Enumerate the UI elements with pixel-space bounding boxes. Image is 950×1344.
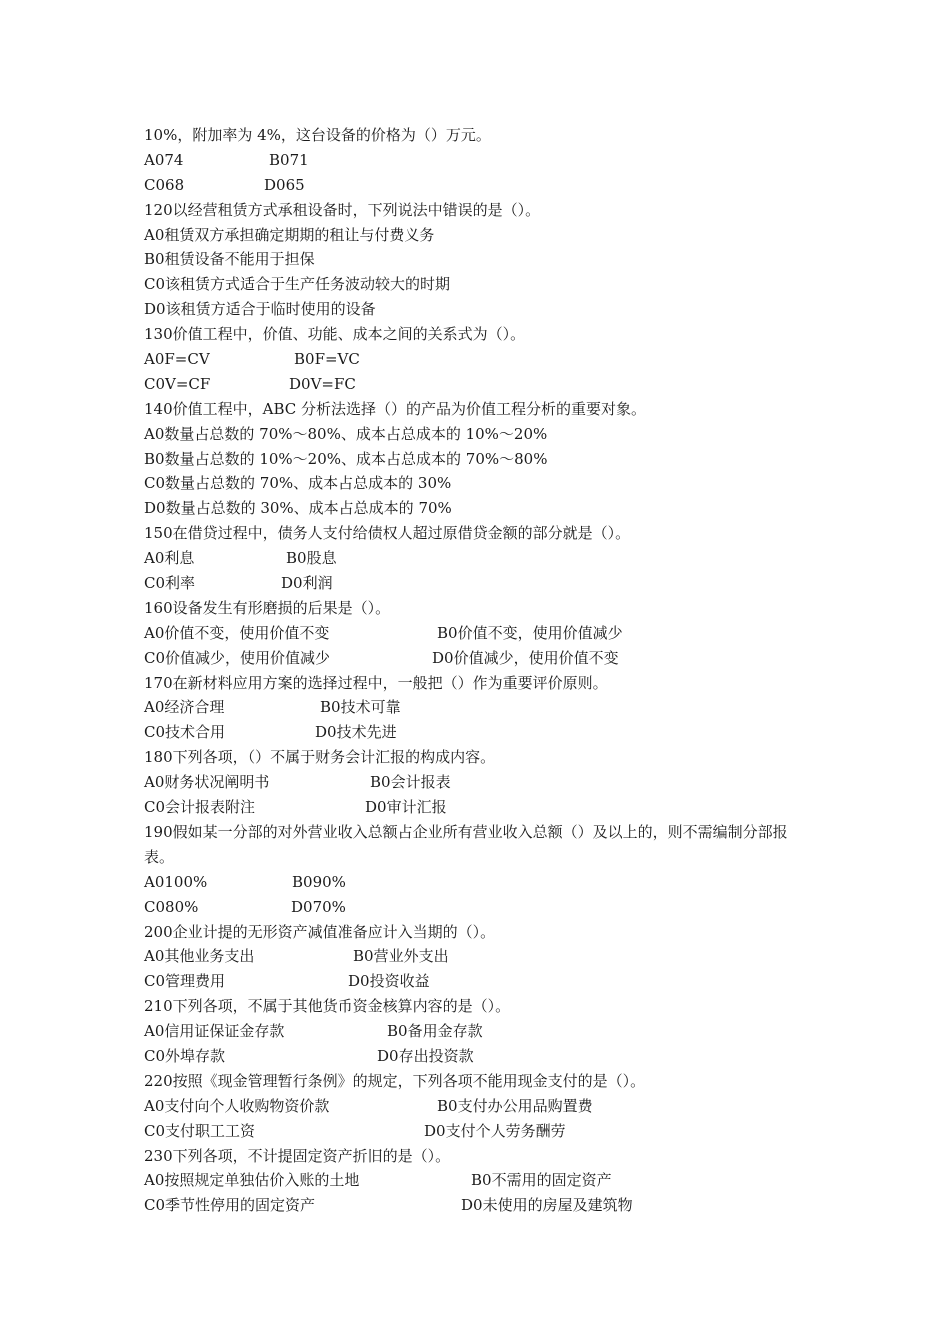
text-line: B0租赁设备不能用于担保 bbox=[144, 250, 315, 269]
text-line: 210下列各项，不属于其他货币资金核算内容的是（）。 bbox=[144, 997, 511, 1016]
option-row bbox=[144, 621, 814, 646]
option-b: D0技术先进 bbox=[315, 723, 397, 742]
option-b: D0价值减少，使用价值不变 bbox=[432, 648, 619, 667]
option-row bbox=[144, 1193, 814, 1218]
text-line: 130价值工程中，价值、功能、成本之间的关系式为（）。 bbox=[144, 325, 526, 344]
question-list bbox=[144, 123, 814, 1218]
text-line: 190假如某一分部的对外营业收入总额占企业所有营业收入总额（）及以上的，则不需编制分部报表。 bbox=[144, 822, 788, 866]
option-a: A0财务状况阐明书 bbox=[144, 773, 270, 792]
option-row bbox=[144, 795, 814, 820]
option-b: B0会计报表 bbox=[370, 773, 451, 792]
option-row bbox=[144, 969, 814, 994]
text-line: 120以经营租赁方式承租设备时，下列说法中错误的是（）。 bbox=[144, 200, 541, 219]
option-row bbox=[144, 148, 814, 173]
option-b: B0股息 bbox=[286, 549, 337, 568]
option-a: A0其他业务支出 bbox=[144, 947, 255, 966]
text-line: 160设备发生有形磨损的后果是（）。 bbox=[144, 598, 391, 617]
text-line: B0数量占总数的 10%～20%、成本占总成本的 70%～80% bbox=[144, 449, 548, 468]
option-a: A0支付向个人收购物资价款 bbox=[144, 1096, 330, 1115]
option-row bbox=[144, 1094, 814, 1119]
option-row bbox=[144, 720, 814, 745]
text-line: 10%，附加率为 4%，这台设备的价格为（）万元。 bbox=[144, 126, 491, 144]
option-b: B090% bbox=[292, 872, 346, 891]
option-a: A0利息 bbox=[144, 549, 195, 568]
option-a: A0价值不变，使用价值不变 bbox=[144, 623, 330, 642]
option-a: C0利率 bbox=[144, 574, 196, 593]
text-line: C0数量占总数的 70%、成本占总成本的 30% bbox=[144, 474, 452, 493]
text-line: 220按照《现金管理暂行条例》的规定，下列各项不能用现金支付的是（）。 bbox=[144, 1071, 646, 1090]
option-row bbox=[144, 944, 814, 969]
text-line: 140价值工程中，ABC 分析法选择（）的产品为价值工程分析的重要对象。 bbox=[144, 399, 647, 418]
option-b: B071 bbox=[269, 150, 309, 169]
option-b: D0存出投资款 bbox=[377, 1046, 474, 1065]
option-b: D065 bbox=[264, 175, 305, 194]
option-row bbox=[144, 1168, 814, 1193]
text-line: D0该租赁方适合于临时使用的设备 bbox=[144, 300, 376, 319]
option-a: C0外埠存款 bbox=[144, 1046, 226, 1065]
option-b: D0支付个人劳务酬劳 bbox=[424, 1121, 566, 1140]
option-row bbox=[144, 770, 814, 795]
option-row bbox=[144, 1019, 814, 1044]
option-a: A0信用证保证金存款 bbox=[144, 1022, 285, 1041]
option-a: C0技术合用 bbox=[144, 723, 226, 742]
option-a: A0F=CV bbox=[144, 350, 210, 369]
option-a: C0价值减少，使用价值减少 bbox=[144, 648, 331, 667]
option-b: B0F=VC bbox=[294, 350, 360, 369]
option-b: D0审计汇报 bbox=[365, 798, 447, 817]
option-a: C068 bbox=[144, 175, 185, 194]
text-line: 200企业计提的无形资产减值准备应计入当期的（）。 bbox=[144, 922, 496, 941]
text-line: 170在新材料应用方案的选择过程中，一般把（）作为重要评价原则。 bbox=[144, 673, 608, 692]
option-b: B0营业外支出 bbox=[353, 947, 449, 966]
option-b: B0备用金存款 bbox=[387, 1022, 483, 1041]
text-line: 180下列各项，（）不属于财务会计汇报的构成内容。 bbox=[144, 748, 496, 767]
option-row bbox=[144, 646, 814, 671]
text-line: A0数量占总数的 70%～80%、成本占总成本的 10%～20% bbox=[144, 424, 548, 443]
option-b: D070% bbox=[291, 897, 346, 916]
option-a: A0按照规定单独估价入账的土地 bbox=[144, 1171, 360, 1190]
option-a: C0季节性停用的固定资产 bbox=[144, 1196, 316, 1215]
option-b: D0投资收益 bbox=[348, 972, 430, 991]
option-row bbox=[144, 1044, 814, 1069]
option-a: C080% bbox=[144, 897, 199, 916]
option-a: A074 bbox=[144, 150, 184, 169]
option-a: C0支付职工工资 bbox=[144, 1121, 256, 1140]
option-b: B0技术可靠 bbox=[320, 698, 401, 717]
option-row bbox=[144, 571, 814, 596]
option-b: B0支付办公用品购置费 bbox=[437, 1096, 593, 1115]
option-row bbox=[144, 347, 814, 372]
text-line: D0数量占总数的 30%、成本占总成本的 70% bbox=[144, 499, 452, 518]
option-b: D0V=FC bbox=[289, 374, 356, 393]
option-b: D0利润 bbox=[281, 574, 333, 593]
option-a: C0会计报表附注 bbox=[144, 798, 256, 817]
option-row bbox=[144, 895, 814, 920]
option-b: D0未使用的房屋及建筑物 bbox=[461, 1196, 633, 1215]
text-line: 230下列各项，不计提固定资产折旧的是（）。 bbox=[144, 1146, 451, 1165]
option-a: C0管理费用 bbox=[144, 972, 226, 991]
option-row bbox=[144, 173, 814, 198]
text-line: A0租赁双方承担确定期期的租让与付费义务 bbox=[144, 225, 435, 244]
option-row bbox=[144, 372, 814, 397]
option-b: B0不需用的固定资产 bbox=[471, 1171, 612, 1190]
option-row bbox=[144, 1119, 814, 1144]
option-a: A0100% bbox=[144, 872, 208, 891]
option-row bbox=[144, 870, 814, 895]
option-a: C0V=CF bbox=[144, 374, 211, 393]
option-a: A0经济合理 bbox=[144, 698, 225, 717]
text-line: C0该租赁方式适合于生产任务波动较大的时期 bbox=[144, 275, 451, 294]
option-row bbox=[144, 695, 814, 720]
text-line: 150在借贷过程中，债务人支付给债权人超过原借贷金额的部分就是（）。 bbox=[144, 524, 631, 543]
option-b: B0价值不变，使用价值减少 bbox=[437, 623, 623, 642]
option-row bbox=[144, 546, 814, 571]
